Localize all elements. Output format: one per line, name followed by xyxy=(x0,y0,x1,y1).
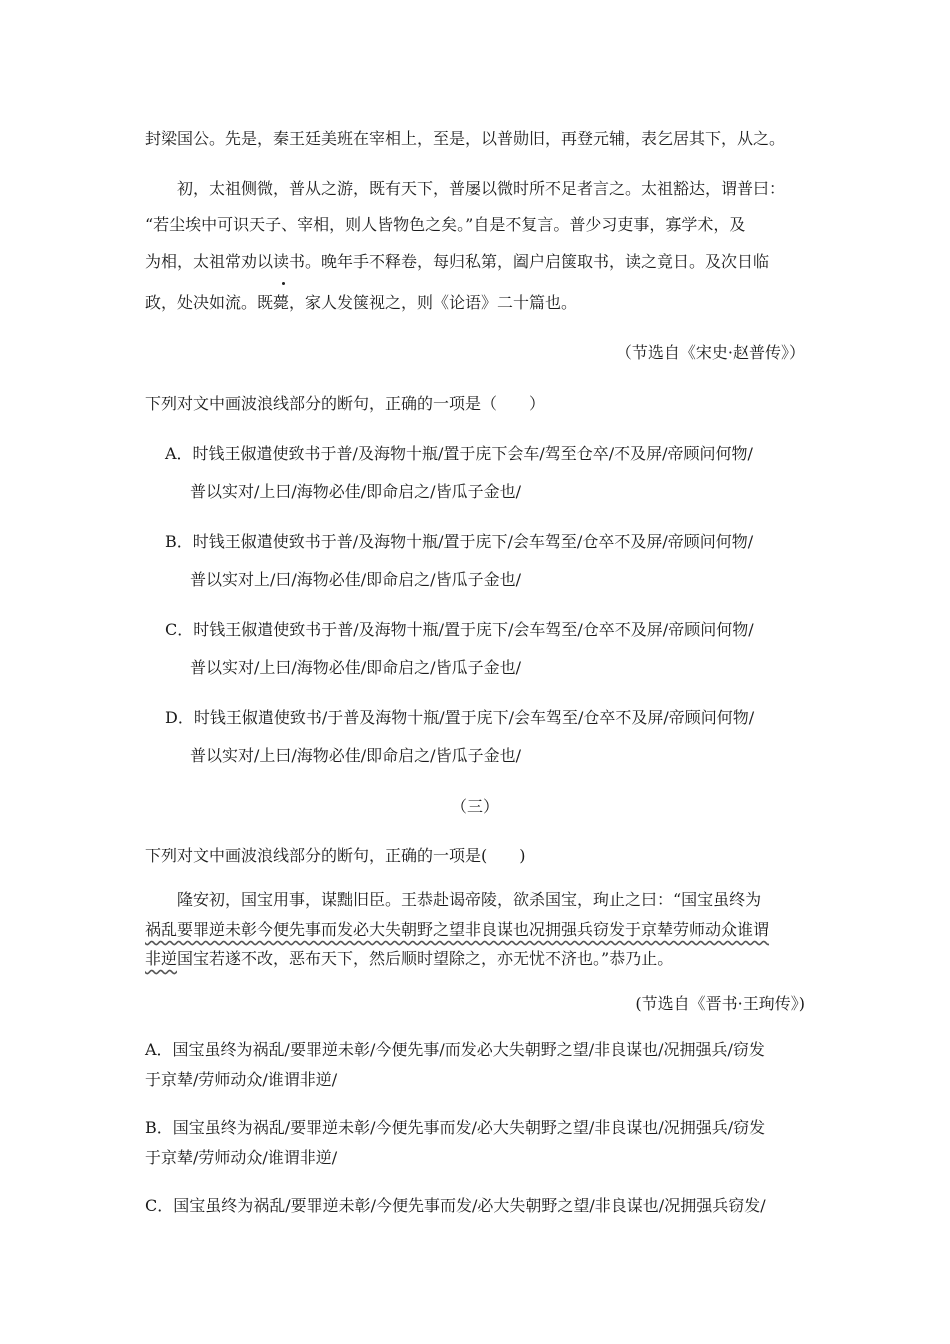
passage-paragraph-2-line-4: 政，处决如流。既薨，家人发箧视之，则《论语》二十篇也。 xyxy=(145,293,578,312)
emphasis-dot-mark xyxy=(282,282,285,285)
passage-paragraph-1: 封梁国公。先是，秦王廷美班在宰相上，至是，以普勋旧，再登元辅，表乞居其下，从之。 xyxy=(145,129,786,148)
passage-3-line-1: 隆安初，国宝用事，谋黜旧臣。王恭赴谒帝陵，欲杀国宝，珣止之曰：“国宝虽终为 xyxy=(177,890,762,909)
passage-source: （节选自《宋史·赵普传》） xyxy=(615,343,805,362)
passage-paragraph-2-line-3: 为相，太祖常劝以读书。晚年手不释卷，每归私第，阖户启箧取书，读之竟日。及次日临 xyxy=(145,252,770,271)
question-1-option-d-line-1[interactable]: D．时钱王俶遣使致书/于普及海物十瓶/置于庑下/会车驾至/仓卒不及屏/帝顾问何物/ xyxy=(165,708,755,727)
question-2-option-b-line-2[interactable]: 于京辇/劳师动众/谁谓非逆/ xyxy=(145,1148,338,1167)
question-1-option-b-line-1[interactable]: B．时钱王俶遣使致书于普/及海物十瓶/置于庑下/会车驾至/仓卒不及屏/帝顾问何物/ xyxy=(165,532,754,551)
passage-paragraph-2-line-2: “若尘埃中可识天子、宰相，则人皆物色之矣。”自是不复言。普少习吏事，寡学术，及 xyxy=(145,215,746,234)
passage-3-line-3-wavy: 非逆 xyxy=(145,949,178,968)
question-1-option-d-line-2[interactable]: 普以实对/上曰/海物必佳/即命启之/皆瓜子金也/ xyxy=(190,746,521,765)
passage-paragraph-2-line-1: 初，太祖侧微，普从之游，既有天下，普屡以微时所不足者言之。太祖豁达，谓普曰： xyxy=(177,179,786,198)
question-1-option-c-line-1[interactable]: C．时钱王俶遣使致书于普/及海物十瓶/置于庑下/会车驾至/仓卒不及屏/帝顾问何物/ xyxy=(165,620,754,639)
passage-3-line-2-wavy: 祸乱要罪逆未彰今便先事而发必大失朝野之望非良谋也况拥强兵窃发于京辇劳师动众谁谓 xyxy=(145,920,770,939)
question-2-option-b-line-1[interactable]: B．国宝虽终为祸乱/要罪逆未彰/今便先事而发/必大失朝野之望/非良谋也/况拥强兵/窃发 xyxy=(145,1118,766,1137)
question-2-option-c-line-1[interactable]: C．国宝虽终为祸乱/要罪逆未彰/今便先事而发/必大失朝野之望/非良谋也/况拥强兵窃发/ xyxy=(145,1196,766,1215)
question-1-option-b-line-2[interactable]: 普以实对上/曰/海物必佳/即命启之/皆瓜子金也/ xyxy=(190,570,521,589)
question-2-stem: 下列对文中画波浪线部分的断句，正确的一项是( ) xyxy=(145,846,526,865)
passage-3-source: (节选自《晋书·王珣传》) xyxy=(635,994,805,1013)
question-1-option-a-line-1[interactable]: A．时钱王俶遣使致书于普/及海物十瓶/置于庑下会车/驾至仓卒/不及屏/帝顾问何物/ xyxy=(165,444,753,463)
question-1-option-a-line-2[interactable]: 普以实对/上曰/海物必佳/即命启之/皆瓜子金也/ xyxy=(190,482,521,501)
question-1-stem: 下列对文中画波浪线部分的断句，正确的一项是（ ） xyxy=(145,394,546,413)
passage-3-line-3 xyxy=(145,948,673,970)
question-1-option-c-line-2[interactable]: 普以实对/上曰/海物必佳/即命启之/皆瓜子金也/ xyxy=(190,658,521,677)
passage-3-line-3-rest: 国宝若遂不改，恶布天下，然后顺时望除之，亦无忧不济也。”恭乃止。 xyxy=(177,949,674,968)
question-2-option-a-line-1[interactable]: A．国宝虽终为祸乱/要罪逆未彰/今便先事/而发必大失朝野之望/非良谋也/况拥强兵/窃发 xyxy=(145,1040,765,1059)
question-2-option-a-line-2[interactable]: 于京辇/劳师动众/谁谓非逆/ xyxy=(145,1070,338,1089)
section-heading: （三） xyxy=(450,797,499,816)
